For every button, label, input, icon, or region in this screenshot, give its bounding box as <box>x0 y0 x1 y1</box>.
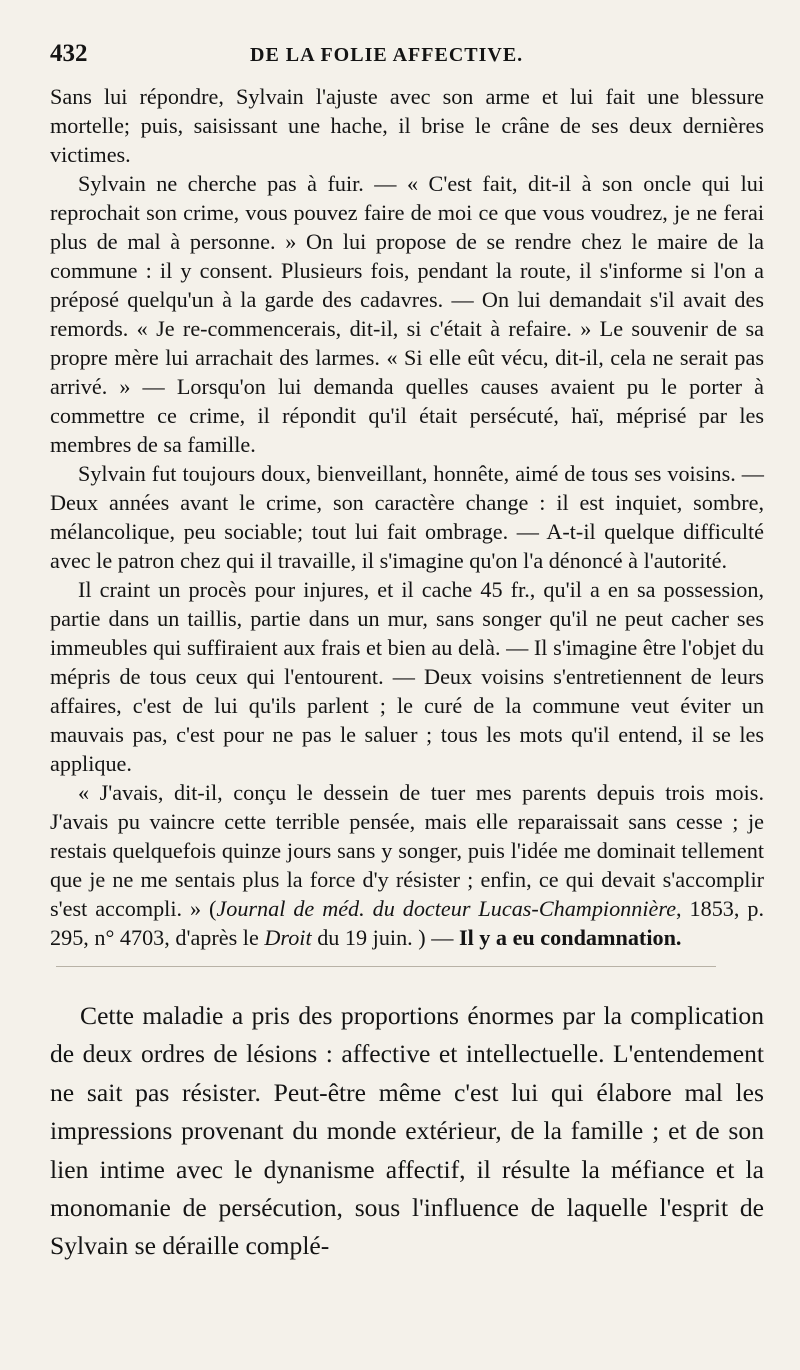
quote-text: « J'avais, dit-il, conçu le dessein de tuer mes parents depuis trois mois. J'avais pu vaincre cette terrible pensée, mais elle reparaissait sans cesse ; je restais quelquefois quinze jours sans y songer, puis l'idée me dominait tellement que je ne me sentais plus la force d'y résister ; enfin, ce qui devait s'accomplir s'est accompli. » ( <box>50 780 764 921</box>
citation-journal: Journal de méd. du docteur Lucas-Championnière <box>216 896 677 921</box>
paragraph-1: Sans lui répondre, Sylvain l'ajuste avec son arme et lui fait une blessure mortelle; puis, saisissant une hache, il brise le crâne de ses deux dernières victimes. <box>50 84 764 167</box>
paragraph-5 <box>50 778 764 952</box>
paragraph-2: Sylvain ne cherche pas à fuir. — « C'est fait, dit-il à son oncle qui lui reprochait son crime, vous pouvez faire de moi ce que vous voudrez, je ne ferai plus de mal à personne. » On lui propose de se rendre chez le maire de la commune : il y consent. Plusieurs fois, pendant la route, il s'informe si l'on a préposé quelqu'un à la garde des cadavres. — On lui demandait s'il avait des remords. « Je re-commencerais, dit-il, si c'était à refaire. » Le souvenir de sa propre mère lui arrachait des larmes. « Si elle eût vécu, dit-il, cela ne serait pas arrivé. » — Lorsqu'on lui demanda quelles causes avaient pu le porter à commettre ce crime, il répondit qu'il était persécuté, haï, méprisé par les membres de sa famille. <box>50 171 764 457</box>
paragraph-4: Il craint un procès pour injures, et il cache 45 fr., qu'il a en sa possession, partie dans un taillis, partie dans un mur, sans songer qu'il ne peut cacher ses immeubles qui suffiraient aux frais et bien au delà. — Il s'imagine être l'objet du mépris de tous ceux qui l'entourent. — Deux voisins s'entretiennent de leurs affaires, c'est de lui qu'ils parlent ; le curé de la commune veut éviter un mauvais pas, c'est pour ne pas le saluer ; tous les mots qu'il entend, il se les applique. <box>50 577 764 776</box>
running-title: DE LA FOLIE AFFECTIVE. <box>250 44 524 66</box>
citation-outcome: Il y a eu condamnation. <box>458 925 682 950</box>
case-report <box>50 82 764 952</box>
paragraph-3: Sylvain fut toujours doux, bienveillant, honnête, aimé de tous ses voisins. — Deux années avant le crime, son caractère change : il est inquiet, sombre, mélancolique, peu sociable; tout lui fait ombrage. — A-t-il quelque difficulté avec le patron chez qui il travaille, il s'imagine qu'on l'a dénoncé à l'autorité. <box>50 461 764 573</box>
commentary-section <box>50 997 764 1266</box>
commentary-paragraph: Cette maladie a pris des proportions énormes par la complication de deux ordres de lésions : affective et intellectuelle. L'entendement ne sait pas résister. Peut-être même c'est lui qui élabore mal les impressions provenant du monde extérieur, de la famille ; et de son lien intime avec le dynanisme affectif, il résulte la méfiance et la monomanie de persécution, sous l'influence de laquelle l'esprit de Sylvain se déraille complé- <box>50 1001 764 1261</box>
running-header <box>50 40 764 78</box>
citation-details: , 1853, p. 295, n° 4703, d'après le <box>50 896 764 950</box>
citation-date: du 19 juin. ) — <box>311 925 459 950</box>
citation-source: Droit <box>264 925 312 950</box>
section-divider <box>56 966 716 967</box>
page-number: 432 <box>50 40 88 67</box>
